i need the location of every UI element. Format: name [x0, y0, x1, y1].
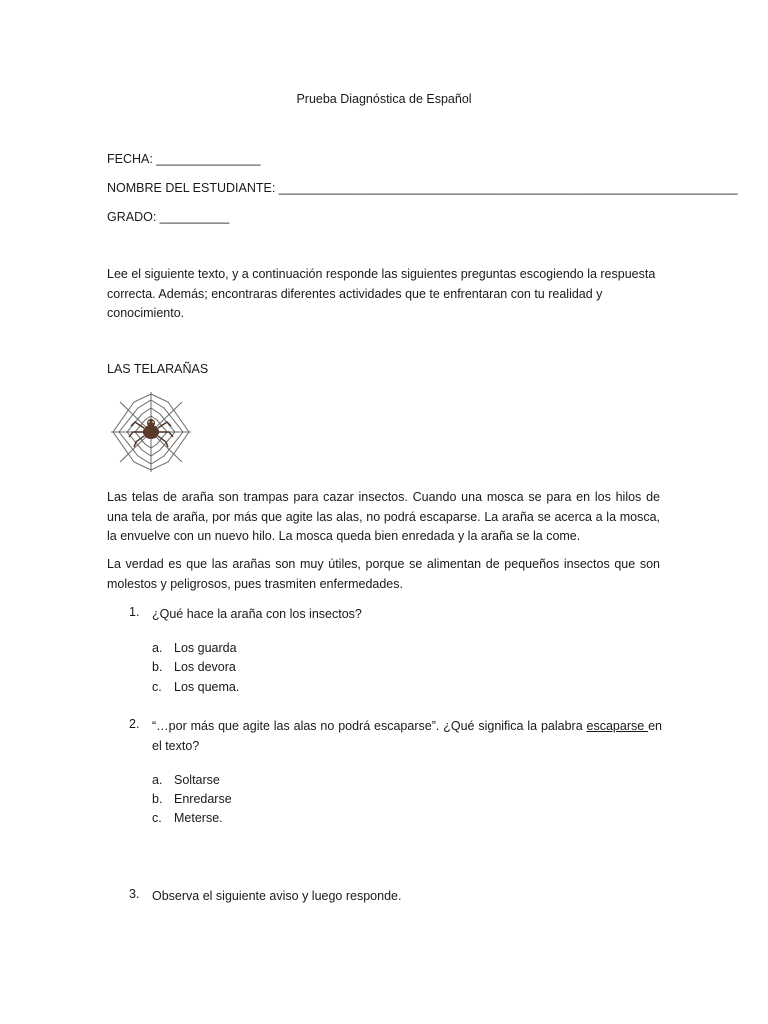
- question-2-keyword: escaparse: [586, 719, 649, 733]
- question-2-text-after: en el texto?: [152, 719, 662, 753]
- question-2-option-b: Enredarse: [174, 792, 232, 806]
- document-title: Prueba Diagnóstica de Español: [296, 92, 472, 106]
- question-3-text: Observa el siguiente aviso y luego responde.: [152, 889, 402, 903]
- question-2-option-a: Soltarse: [174, 773, 220, 787]
- spider-web-icon: [107, 390, 195, 474]
- date-field: FECHA: _______________: [107, 152, 261, 166]
- story-paragraph-2: La verdad es que las arañas son muy útiles, porque se alimentan de pequeños insectos que son molestos y peligrosos, pues trasmiten enfermedades.: [107, 557, 660, 591]
- question-1-option-b: Los devora: [174, 660, 236, 674]
- question-1-number: 1.: [129, 605, 140, 619]
- question-2-option-c-letter: c.: [152, 811, 162, 825]
- question-3-number: 3.: [129, 887, 140, 901]
- question-1-option-a: Los guarda: [174, 641, 237, 655]
- student-name-field: NOMBRE DEL ESTUDIANTE: __________________________________________________________________: [107, 181, 738, 195]
- question-1-text: ¿Qué hace la araña con los insectos?: [152, 607, 362, 621]
- grade-field: GRADO: __________: [107, 210, 230, 224]
- question-2-option-c: Meterse.: [174, 811, 223, 825]
- question-2-option-a-letter: a.: [152, 773, 163, 787]
- instructions: Lee el siguiente texto, y a continuación responde las siguientes preguntas escogiendo la respuesta correcta. Además; encontraras diferentes actividades que te enfrentaran con tu realidad y conocimiento.: [107, 267, 656, 320]
- question-1-option-a-letter: a.: [152, 641, 163, 655]
- question-2-text-before: “…por más que agite las alas no podrá escaparse”. ¿Qué significa la palabra: [152, 719, 587, 733]
- story-paragraph-1: Las telas de araña son trampas para cazar insectos. Cuando una mosca se para en los hilos de una tela de araña, por más que agite las alas, no podrá escaparse. La araña se acerca a la mosca, la envuelve con un nuevo hilo. La mosca queda bien enredada y la araña se la come.: [107, 490, 660, 543]
- section-title: LAS TELARAÑAS: [107, 362, 209, 376]
- question-1-option-b-letter: b.: [152, 660, 163, 674]
- question-2-option-b-letter: b.: [152, 792, 163, 806]
- question-2-number: 2.: [129, 717, 140, 731]
- question-1-option-c: Los quema.: [174, 680, 240, 694]
- question-2-text: [152, 717, 662, 756]
- question-1-option-c-letter: c.: [152, 680, 162, 694]
